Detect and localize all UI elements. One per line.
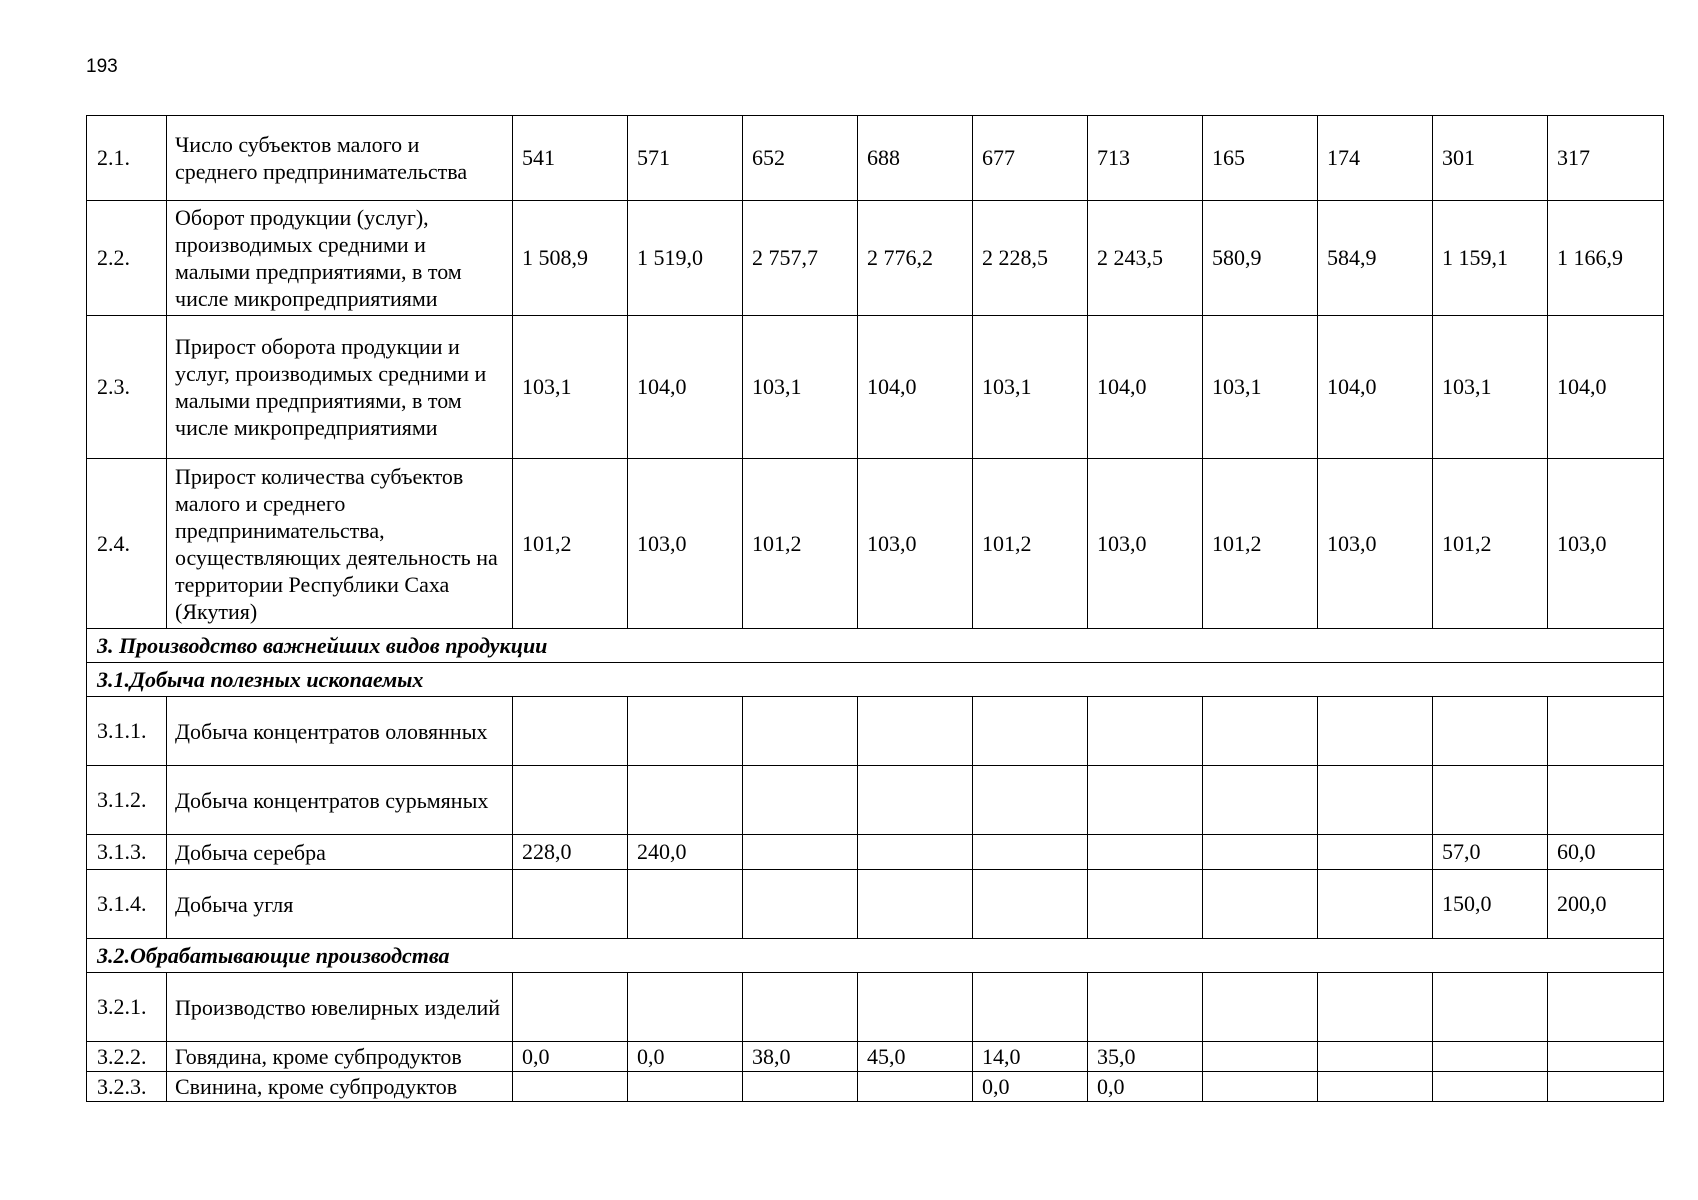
value-cell: 652 (743, 116, 858, 201)
indicator-name: Добыча концентратов оловянных (167, 697, 513, 766)
value-cell: 101,2 (743, 459, 858, 629)
value-cell: 103,0 (858, 459, 973, 629)
value-cell: 104,0 (858, 316, 973, 459)
value-cell (858, 766, 973, 835)
value-cell (628, 973, 743, 1042)
value-cell (1433, 697, 1548, 766)
row-code: 3.1.4. (87, 870, 167, 939)
value-cell (1203, 973, 1318, 1042)
value-cell: 14,0 (973, 1042, 1088, 1072)
table-row (87, 766, 1664, 835)
value-cell: 45,0 (858, 1042, 973, 1072)
value-cell: 103,1 (743, 316, 858, 459)
value-cell: 150,0 (1433, 870, 1548, 939)
value-cell (858, 973, 973, 1042)
value-cell: 101,2 (1203, 459, 1318, 629)
row-code: 3.1.1. (87, 697, 167, 766)
value-cell (1318, 1042, 1433, 1072)
indicator-name: Добыча серебра (167, 835, 513, 870)
value-cell (513, 973, 628, 1042)
section-title: 3.1.Добыча полезных ископаемых (87, 663, 1664, 697)
section-title: 3. Производство важнейших видов продукции (87, 629, 1664, 663)
value-cell (1433, 1042, 1548, 1072)
value-cell: 57,0 (1433, 835, 1548, 870)
value-cell: 2 776,2 (858, 201, 973, 316)
value-cell (1318, 697, 1433, 766)
value-cell (743, 697, 858, 766)
value-cell: 101,2 (973, 459, 1088, 629)
value-cell (743, 870, 858, 939)
value-cell (513, 870, 628, 939)
row-code: 3.2.2. (87, 1042, 167, 1072)
value-cell (1548, 766, 1664, 835)
value-cell (628, 766, 743, 835)
value-cell (973, 697, 1088, 766)
value-cell (1548, 697, 1664, 766)
value-cell: 103,0 (1088, 459, 1203, 629)
value-cell (628, 697, 743, 766)
value-cell: 0,0 (513, 1042, 628, 1072)
table-row (87, 870, 1664, 939)
value-cell (1203, 1042, 1318, 1072)
value-cell: 35,0 (1088, 1042, 1203, 1072)
indicator-name: Число субъектов малого и среднего предпринимательства (167, 116, 513, 201)
value-cell: 0,0 (973, 1072, 1088, 1102)
row-code: 2.1. (87, 116, 167, 201)
value-cell (973, 766, 1088, 835)
page-number: 193 (86, 56, 118, 77)
value-cell: 688 (858, 116, 973, 201)
value-cell: 103,1 (513, 316, 628, 459)
value-cell (513, 1072, 628, 1102)
indicator-name: Прирост оборота продукции и услуг, производимых средними и малыми предприятиями, в том числе микропредприятиями (167, 316, 513, 459)
value-cell: 301 (1433, 116, 1548, 201)
value-cell (1318, 973, 1433, 1042)
value-cell (1548, 973, 1664, 1042)
section-row (87, 663, 1664, 697)
indicator-name: Оборот продукции (услуг), производимых средними и малыми предприятиями, в том числе микропредприятиями (167, 201, 513, 316)
value-cell (743, 1072, 858, 1102)
value-cell (1088, 697, 1203, 766)
value-cell (743, 973, 858, 1042)
table-body (87, 116, 1664, 1102)
table-row (87, 697, 1664, 766)
table-row (87, 973, 1664, 1042)
value-cell: 0,0 (628, 1042, 743, 1072)
indicator-name: Производство ювелирных изделий (167, 973, 513, 1042)
value-cell (1318, 870, 1433, 939)
table-row (87, 316, 1664, 459)
value-cell: 104,0 (1088, 316, 1203, 459)
value-cell (858, 835, 973, 870)
value-cell (743, 766, 858, 835)
row-code: 2.4. (87, 459, 167, 629)
value-cell (513, 697, 628, 766)
value-cell: 2 757,7 (743, 201, 858, 316)
value-cell (1548, 1042, 1664, 1072)
value-cell: 1 508,9 (513, 201, 628, 316)
row-code: 3.1.3. (87, 835, 167, 870)
value-cell (1433, 766, 1548, 835)
indicator-name: Свинина, кроме субпродуктов (167, 1072, 513, 1102)
value-cell: 2 243,5 (1088, 201, 1203, 316)
table-row (87, 1042, 1664, 1072)
row-code: 2.2. (87, 201, 167, 316)
value-cell: 1 166,9 (1548, 201, 1664, 316)
value-cell (1318, 766, 1433, 835)
value-cell: 103,0 (1548, 459, 1664, 629)
table-row (87, 201, 1664, 316)
value-cell: 104,0 (628, 316, 743, 459)
value-cell (1318, 1072, 1433, 1102)
value-cell: 101,2 (513, 459, 628, 629)
value-cell: 104,0 (1318, 316, 1433, 459)
value-cell (1203, 835, 1318, 870)
value-cell: 103,1 (1203, 316, 1318, 459)
value-cell: 38,0 (743, 1042, 858, 1072)
table-row (87, 116, 1664, 201)
table-row (87, 1072, 1664, 1102)
value-cell (1433, 973, 1548, 1042)
section-title: 3.2.Обрабатывающие производства (87, 939, 1664, 973)
value-cell (1088, 766, 1203, 835)
indicator-name: Прирост количества субъектов малого и среднего предпринимательства, осуществляющих деятельность на территории Республики Саха (Якутия) (167, 459, 513, 629)
section-row (87, 939, 1664, 973)
data-table (86, 115, 1664, 1102)
value-cell (1203, 697, 1318, 766)
value-cell: 228,0 (513, 835, 628, 870)
value-cell: 713 (1088, 116, 1203, 201)
value-cell (1088, 870, 1203, 939)
row-code: 3.2.1. (87, 973, 167, 1042)
row-code: 3.1.2. (87, 766, 167, 835)
indicator-name: Добыча угля (167, 870, 513, 939)
value-cell (858, 870, 973, 939)
value-cell: 580,9 (1203, 201, 1318, 316)
value-cell: 1 159,1 (1433, 201, 1548, 316)
value-cell (1203, 870, 1318, 939)
value-cell: 103,1 (1433, 316, 1548, 459)
value-cell (973, 835, 1088, 870)
value-cell: 165 (1203, 116, 1318, 201)
value-cell (858, 1072, 973, 1102)
section-row (87, 629, 1664, 663)
value-cell (973, 973, 1088, 1042)
value-cell: 60,0 (1548, 835, 1664, 870)
value-cell: 541 (513, 116, 628, 201)
value-cell (1203, 1072, 1318, 1102)
value-cell: 0,0 (1088, 1072, 1203, 1102)
value-cell (1548, 1072, 1664, 1102)
value-cell (628, 870, 743, 939)
value-cell: 200,0 (1548, 870, 1664, 939)
value-cell: 240,0 (628, 835, 743, 870)
value-cell: 584,9 (1318, 201, 1433, 316)
table-row (87, 835, 1664, 870)
indicator-name: Говядина, кроме субпродуктов (167, 1042, 513, 1072)
value-cell (1203, 766, 1318, 835)
value-cell: 103,0 (628, 459, 743, 629)
value-cell: 571 (628, 116, 743, 201)
value-cell (973, 870, 1088, 939)
value-cell: 101,2 (1433, 459, 1548, 629)
row-code: 2.3. (87, 316, 167, 459)
value-cell (1318, 835, 1433, 870)
value-cell (858, 697, 973, 766)
value-cell: 104,0 (1548, 316, 1664, 459)
value-cell: 677 (973, 116, 1088, 201)
value-cell: 2 228,5 (973, 201, 1088, 316)
value-cell (628, 1072, 743, 1102)
indicator-name: Добыча концентратов сурьмяных (167, 766, 513, 835)
value-cell (1088, 973, 1203, 1042)
value-cell (1433, 1072, 1548, 1102)
row-code: 3.2.3. (87, 1072, 167, 1102)
value-cell: 317 (1548, 116, 1664, 201)
value-cell: 1 519,0 (628, 201, 743, 316)
value-cell (743, 835, 858, 870)
value-cell: 103,1 (973, 316, 1088, 459)
table-row (87, 459, 1664, 629)
value-cell (1088, 835, 1203, 870)
value-cell: 174 (1318, 116, 1433, 201)
value-cell (513, 766, 628, 835)
value-cell: 103,0 (1318, 459, 1433, 629)
